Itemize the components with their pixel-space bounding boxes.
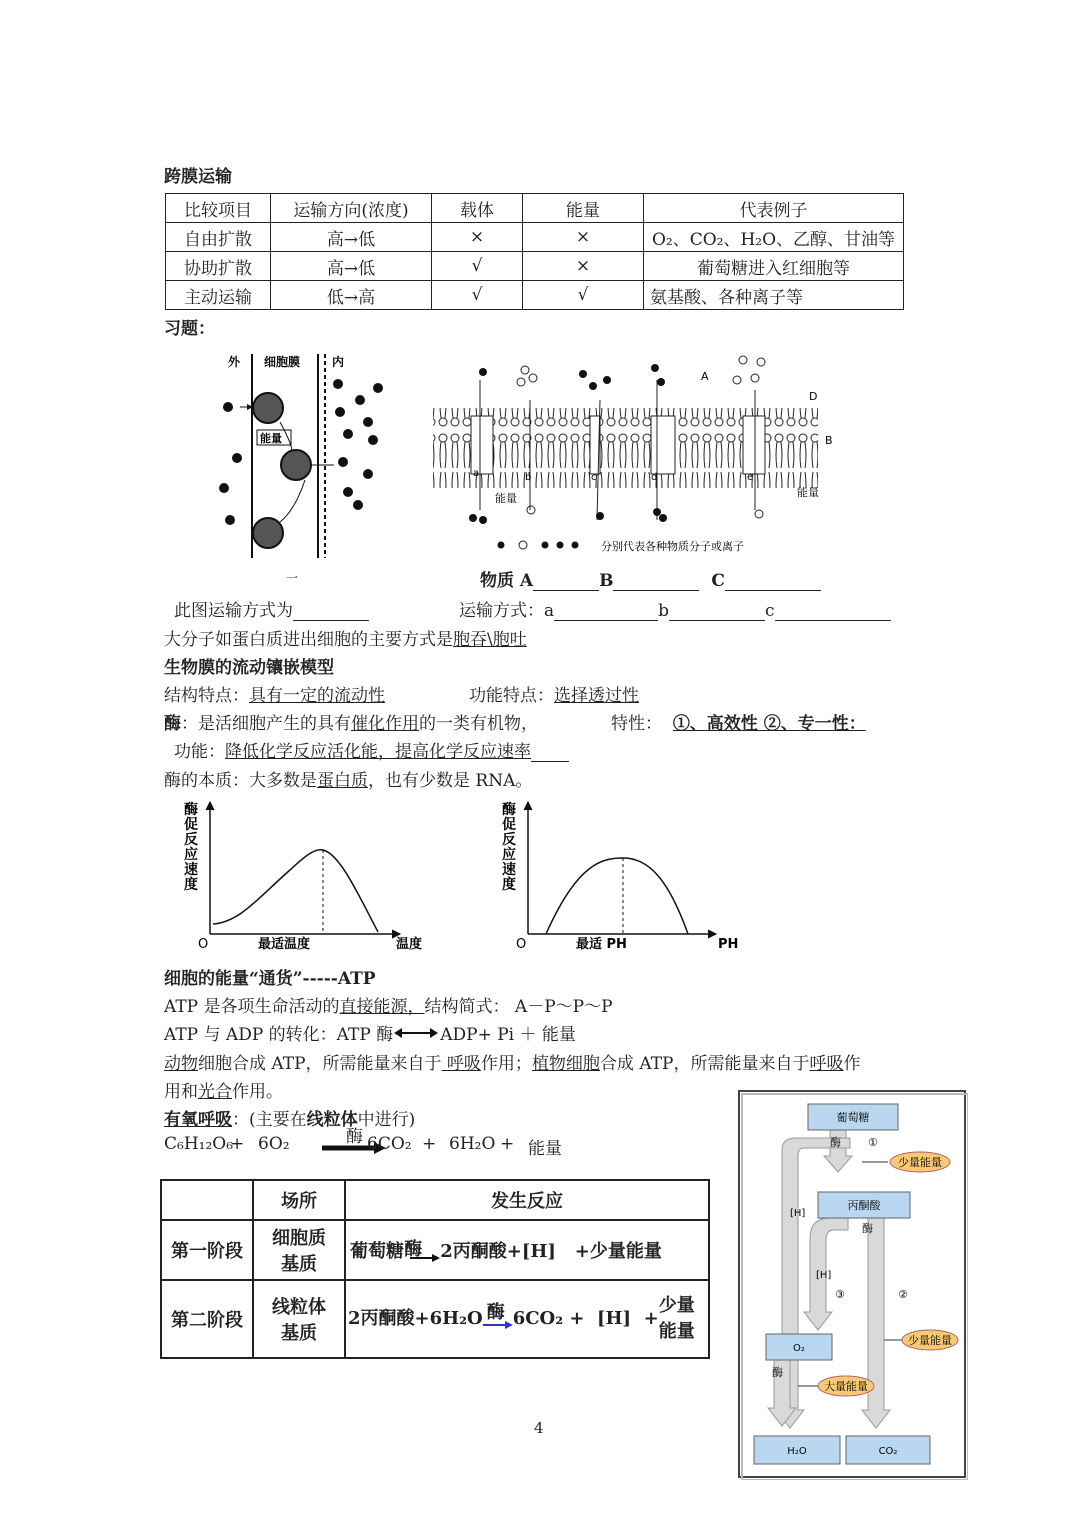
graph1-ylabel: 度 [184,877,198,893]
table-header: 场所 [253,1180,345,1220]
figure-carrier-transport [210,350,410,585]
atp-text: 用和 [164,1082,198,1102]
table-row [166,281,904,310]
graph1-ylabel: 应 [184,847,198,863]
aerobic-mitochondria: 线粒体 [306,1110,358,1130]
table-header: 载体 [432,194,523,223]
fig1-outer-label: 外 [228,355,241,369]
function-value: 降低化学反应活化能，提高化学反应速率 [225,742,531,762]
function-feature-value: 选择透过性 [554,686,639,706]
equation-oxygen: 6O₂ [258,1134,290,1154]
graph-temperature [180,798,445,956]
mode-question-b: b [658,601,670,621]
atp-direct-energy: 直接能源， [339,997,425,1017]
aerobic-stage-table [160,1179,710,1359]
table-cell: 主动运输 [166,281,271,310]
enzyme-traits [611,709,866,734]
atp-photosynthesis: 光合 [198,1082,232,1102]
macromolecule-text: 大分子如蛋白质进出细胞的主要方式是 [164,630,453,650]
enzyme-label: 酶 [164,714,181,734]
essence-text: ，也有少数是 RNA。 [368,771,533,791]
respiration-flowchart [738,1090,968,1480]
flow-h-2: [H] [816,1270,832,1281]
table-cell: 高→低 [271,223,432,252]
flow-step-1: ① [868,1136,878,1149]
table-header-row [166,194,904,223]
graph1-ylabel: 反 [184,832,198,848]
fig2-label-d: d [651,472,658,483]
answer-blank [669,604,765,621]
answer-blank [775,604,891,621]
graph-ph [498,798,753,956]
answer-blank [613,574,699,591]
graph1-ylabel: 速 [184,862,198,878]
fig2-label-b: b [525,472,532,483]
answer-blank [554,604,658,621]
mode-question-c: c [765,601,775,621]
graph1-ylabel: 促 [184,817,198,833]
answer-blank [531,745,569,762]
table-cell: × [432,223,523,252]
flow-oxygen: O₂ [793,1343,805,1354]
fig1-inner-label: 内 [332,355,345,369]
graph1-origin: O [198,937,209,952]
table-cell: 葡萄糖进入红细胞等 [644,252,904,281]
place-line: 基质 [281,1323,317,1344]
atp-plant: 植物细胞 [531,1054,600,1074]
question-substances [480,566,821,591]
atp-line-3 [164,1049,860,1074]
atp-line-4 [164,1077,283,1102]
table-cell: 自由扩散 [166,223,271,252]
flow-pyruvate: 丙酮酸 [847,1199,881,1212]
atp-title: 细胞的能量“通货”-----ATP [164,969,376,989]
question-transport-types [459,596,891,621]
table-header: 代表例子 [644,194,904,223]
fig2-label-c: c [591,472,597,483]
table-cell: 氨基酸、各种离子等 [644,281,904,310]
essence-protein: 蛋白质 [317,771,368,791]
atp-animal: 动物 [164,1054,198,1074]
reaction-plus: + [643,1308,659,1329]
enzyme-label: 酶 [404,1239,423,1260]
fig1-caption: 一 [286,571,299,585]
graph2-ylabel: 反 [502,832,516,848]
function-feature-line [469,681,639,706]
flow-enzyme-3: 酶 [772,1366,783,1379]
structure-label: 结构特点： [164,686,249,706]
atp-text: 合成 ATP，所需能量来自于 [599,1054,810,1074]
equation-plus: + [422,1134,437,1154]
equation-water: 6H₂O [449,1134,496,1154]
double-arrow-icon [394,1028,438,1038]
fig2-energy-label-1: 能量 [495,492,517,505]
place-line: 基质 [281,1254,317,1275]
aerobic-text: 中进行) [357,1110,416,1130]
table-cell: √ [432,281,523,310]
equation-plus: + [230,1134,245,1154]
atp-line-1 [164,992,613,1017]
fig2-legend: 分别代表各种物质分子或离子 [601,540,744,553]
substance-c-label: C [711,571,725,591]
fig2-label-a: a [473,468,480,479]
graph1-optimal-label: 最适温度 [258,937,311,952]
reaction-cell [345,1280,709,1358]
atp-text: 作用。 [232,1082,283,1102]
reaction-glucose: 葡萄糖 [350,1241,404,1262]
enzyme-label: 酶 [486,1302,505,1323]
enzyme-text: 的一类有机物， [419,714,538,734]
table-header: 发生反应 [345,1180,709,1220]
table-cell: 协助扩散 [166,252,271,281]
aerobic-title [164,1105,415,1130]
flow-large-energy: 大量能量 [824,1380,868,1393]
question-transport-mode [174,596,369,621]
flow-enzyme-1: 酶 [830,1136,841,1149]
table-cell: 低→高 [271,281,432,310]
table-cell: √ [432,252,523,281]
section-title-transport: 跨膜运输 [164,167,232,187]
macromolecule-line [164,625,527,650]
graph2-ylabel: 促 [502,817,516,833]
enzyme-text: ：是活细胞产生的具有 [181,714,351,734]
aerobic-text: ：(主要在 [232,1110,307,1130]
flow-co2: CO₂ [878,1446,898,1457]
macromolecule-answer: 胞吞\胞吐 [453,630,527,650]
graph2-optimal-label: 最适 PH [576,937,627,952]
equation-plus: + [500,1134,515,1154]
structure-line [164,681,385,706]
substance-a-label: 物质 A [480,571,534,591]
enzyme-arrow [376,1020,440,1045]
fig2-energy-label-2: 能量 [797,486,819,499]
exercise-label: 习题： [164,319,215,339]
equation-glucose: C₆H₁₂O₆ [164,1134,234,1154]
table-header [161,1180,253,1220]
atp-text: 细胞合成 ATP，所需能量来自于 [198,1054,442,1074]
table-row [166,223,904,252]
reaction-pyruvate: 2丙酮酸+[H] [440,1241,556,1262]
table-header: 能量 [523,194,644,223]
reaction-pyruvate-water: 2丙酮酸+6H₂O [348,1308,483,1329]
equation-co2: 6CO₂ [367,1134,412,1154]
table-row [161,1280,709,1358]
graph2-xaxis-label: PH [718,937,739,952]
function-label: 功能： [174,742,225,762]
flow-glucose: 葡萄糖 [836,1111,870,1124]
structure-value: 具有一定的流动性 [249,686,385,706]
graph2-ylabel: 度 [502,877,516,893]
reaction-h: [H] [597,1308,632,1329]
graph2-origin: O [516,937,527,952]
flow-enzyme-2: 酶 [862,1222,873,1235]
essence-text: 酶的本质：大多数是 [164,771,317,791]
mode-question-left: 此图运输方式为 [174,601,293,621]
fig1-membrane-label: 细胞膜 [264,355,301,369]
graph2-ylabel: 速 [502,862,516,878]
flow-h-1: [H] [790,1208,806,1219]
energy-line: 少量 [658,1295,695,1316]
arrow-right-icon [483,1320,513,1330]
table-cell: 高→低 [271,252,432,281]
stage-cell: 第一阶段 [161,1220,253,1280]
answer-blank [725,574,821,591]
flow-small-energy-2: 少量能量 [908,1334,952,1347]
substance-b-label: B [599,571,614,591]
place-line: 线粒体 [272,1297,326,1318]
enzyme-catalysis: 催化作用 [351,714,419,734]
table-cell: × [523,252,644,281]
atp-respiration: 呼吸 [809,1054,844,1074]
page-number: 4 [534,1419,544,1437]
reaction-co2: 6CO₂ + [512,1308,585,1329]
aerobic-equation [164,1127,584,1164]
aerobic-label: 有氧呼吸 [164,1110,232,1130]
stage-cell: 第二阶段 [161,1280,253,1358]
fig2-label-e: e [747,472,754,483]
fig1-energy-label: 能量 [260,432,282,445]
flow-step-2: ② [898,1288,908,1301]
enzyme-essence [164,766,532,791]
transport-table [165,193,904,310]
equation-energy: 能量 [528,1139,562,1159]
enzyme-function [174,737,569,762]
table-cell: O₂、CO₂、H₂O、乙醇、甘油等 [644,223,904,252]
atp-respiration: 呼吸 [441,1054,481,1074]
graph1-ylabel: 酶 [184,802,198,818]
arrow-right-icon [410,1253,440,1263]
atp-line-2 [164,1020,576,1045]
flow-water: H₂O [787,1446,807,1457]
atp-text: 作 [843,1054,861,1074]
atp-text: ATP 是各项生命活动的 [164,997,340,1017]
answer-blank [293,604,369,621]
table-row [161,1220,709,1280]
place-line: 细胞质 [272,1228,326,1249]
fig2-label-A: A [701,370,709,383]
table-header: 运输方向(浓度) [271,194,432,223]
fig2-label-D: D [809,390,818,403]
energy-line: 能量 [658,1321,695,1342]
flow-small-energy-1: 少量能量 [898,1156,942,1169]
table-header-row [161,1180,709,1220]
enzyme-definition [164,709,538,734]
place-cell [253,1280,345,1358]
flow-step-3: ③ [835,1288,845,1301]
graph1-xaxis-label: 温度 [396,937,423,952]
mode-question-a: 运输方式：a [459,601,555,621]
fig2-label-B: B [825,434,833,447]
equation-enzyme: 酶 [346,1127,363,1147]
graph2-ylabel: 酶 [502,802,516,818]
atp-adp-text: ATP 与 ADP 的转化：ATP [164,1025,371,1045]
graph2-ylabel: 应 [502,847,516,863]
table-cell: √ [523,281,644,310]
atp-structure: 结构简式： A－P～P～P [424,997,613,1017]
function-feature-label: 功能特点： [469,686,554,706]
atp-text: 作用； [480,1054,532,1074]
reaction-cell [345,1220,709,1280]
traits-label: 特性： [611,714,662,734]
figure-membrane-transport [425,350,845,558]
fluid-mosaic-title: 生物膜的流动镶嵌模型 [164,658,334,678]
enzyme-label: 酶 [376,1025,394,1045]
place-cell [253,1220,345,1280]
reaction-energy: +少量能量 [574,1241,662,1262]
answer-blank [533,574,599,591]
table-cell: × [523,223,644,252]
reaction-energy [659,1293,695,1345]
table-header: 比较项目 [166,194,271,223]
table-row [166,252,904,281]
atp-adp-products: ADP+ Pi ＋ 能量 [440,1025,576,1045]
traits-value: ①、高效性 ②、专一性： [672,714,866,734]
